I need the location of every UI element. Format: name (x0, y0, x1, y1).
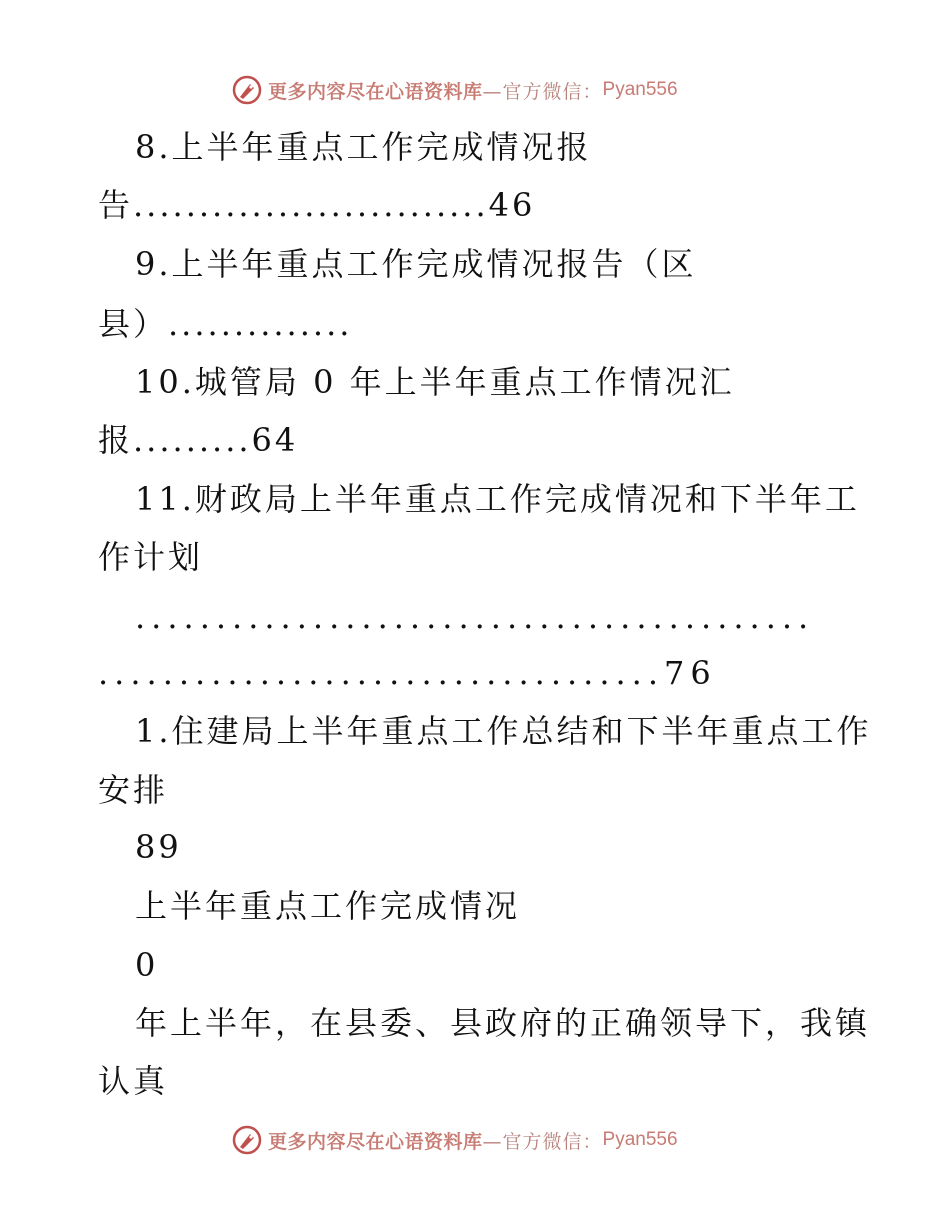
watermark-footer (232, 1121, 678, 1159)
watermark-text: 更多内容尽在心语资料库 (268, 1130, 483, 1153)
watermark-id: Pyan556 (602, 79, 678, 100)
watermark-header (232, 71, 678, 109)
toc-entry-11-cont: 作计划 (98, 538, 204, 576)
toc-entry-10: 10.城管局 0 年上半年重点工作情况汇 (135, 363, 735, 401)
body-text: 0 (135, 946, 159, 984)
body-text: 认真 (98, 1062, 169, 1100)
toc-entry-8: 8.上半年重点工作完成情况报 (135, 128, 592, 166)
toc-page-number: 89 (135, 828, 182, 866)
toc-entry-8-cont: 告...........................46 (98, 186, 536, 224)
toc-dot-leader-page: ...................................76 (98, 654, 717, 692)
watermark-id: Pyan556 (602, 1129, 678, 1150)
toc-entry-11: 11.财政局上半年重点工作完成情况和下半年工 (135, 480, 860, 518)
pen-nib-circle-icon (232, 75, 262, 105)
toc-entry-10-cont: 报.........64 (98, 421, 299, 459)
section-heading: 上半年重点工作完成情况 (135, 887, 521, 925)
toc-dot-leader: .......................................... (135, 598, 815, 636)
watermark-separator: —官方微信： (482, 1130, 603, 1153)
pen-nib-circle-icon (232, 1125, 262, 1155)
toc-entry-1-cont: 安排 (98, 771, 169, 809)
body-text: 年上半年，在县委、县政府的正确领导下，我镇 (135, 1004, 871, 1042)
toc-entry-9-cont: 县）.............. (98, 305, 353, 343)
toc-entry-9: 9.上半年重点工作完成情况报告（区 (135, 245, 697, 283)
watermark-separator: —官方微信： (482, 80, 603, 103)
watermark-text: 更多内容尽在心语资料库 (268, 80, 483, 103)
toc-entry-1: 1.住建局上半年重点工作总结和下半年重点工作 (135, 712, 872, 750)
